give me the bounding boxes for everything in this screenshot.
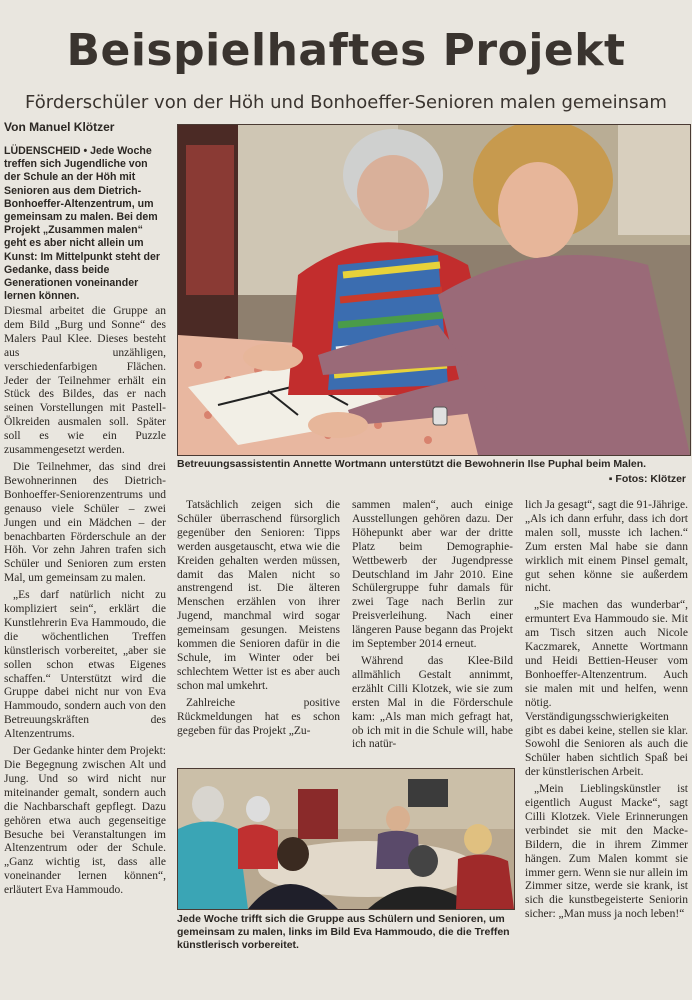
column-1	[4, 305, 166, 901]
column-1-paragraph: Die Teilnehmer, das sind drei Bewohnerinnen des Dietrich-Bonhoeffer-Seniorenzentrums und genauso viele Schüler – zwei Jungen und ein Mädchen – der benachbarten Förderschule an der Höh. Vor zehn Jahren trafen sich Schüler und Senioren zum ersten Mal, um gemeinsam zu malen.	[4, 460, 166, 585]
main-photo-caption: Betreuungsassistentin Annette Wortmann unterstützt die Bewohnerin Ilse Puphal beim Malen.	[177, 458, 647, 470]
column-2-paragraph: Tatsächlich zeigen sich die Schüler überraschend fürsorglich gegenüber den Senioren: Tipps werden ausgetauscht, etwa wie die Kreiden gehalten werden müssen, damit das Malen nicht so anstrengend ist. Die älteren Menschen erzählen von ihrer Jugend, manchmal wird sogar gemeinsam gesungen. Meistens kommen die Senioren dafür in die Schule, im Winter oder bei schlechtem Wetter ist es aber auch schon mal umkehrt.	[177, 499, 340, 692]
intro-paragraph: LÜDENSCHEID • Jede Woche treffen sich Jugendliche von der Schule an der Höh mit Senioren aus dem Dietrich-Bonhoeffer-Altenzentrum, um gemeinsam zu malen. Bei dem Projekt „Zusammen malen“ geht es aber nicht allein um Kunst: Im Mittelpunkt steht der Gedanke, dass beide Generationen voneinander lernen können.	[4, 145, 160, 303]
column-4-paragraph: „Mein Lieblingskünstler ist eigentlich August Macke“, sagt Cilli Klotzek. Viele Erinnerungen verbindet sie mit den Macke-Bildern, die in ihrem Zimmer hängen. Zum Malen kommt sie immer gern. Wenn sie nur allein im Zimmer sitze, werde sie krank, ist sich die kunstbegeisterte Seniorin sicher: „Man muss ja noch leben!“	[525, 783, 688, 921]
column-4-paragraph: „Sie machen das wunderbar“, ermuntert Eva Hammoudo sie. Mit am Tisch sitzen auch Nicole Kaczmarek, Annette Wortmann und Heidi Bettien-Heuser vom Bonhoeffer-Altenzentrum. Auch sie malen mit und helfen, wenn nötig. Verständigungsschwierigkeiten gibt es dabei keine, stellen sie klar. Sowohl die Senioren als auch die Schüler haben sichtlich Spaß bei der künstlerischen Arbeit.	[525, 599, 688, 779]
column-1-paragraph: „Es darf natürlich nicht zu kompliziert sein“, erklärt die Kunstlehrerin Eva Hammoudo, die die wöchentlichen Treffen künstlerisch vorbereitet, „aber sie sollen schon etwas Eigenes schaffen.“ Unterstützt wird die Gruppe dabei nicht nur von Eva Hammoudo, sondern auch von den Betreuungskräften des Altenzentrums.	[4, 589, 166, 741]
byline: Von Manuel Klötzer	[4, 120, 115, 134]
photo-credit: ▪ Fotos: Klötzer	[608, 473, 686, 485]
column-3-paragraph: sammen malen“, auch einige Ausstellungen gehören dazu. Der Höhepunkt aber war der dritte Platz beim Demographie-Wettbewerb der Jugendpresse Deutschland im Jahr 2010. Eine Schülergruppe fuhr damals für zwei Tage nach Berlin zur Preisverleihung. Nach einer längeren Pause begann das Projekt im September 2014 erneut.	[352, 499, 513, 651]
main-photo-illustration	[178, 125, 690, 455]
column-3-paragraph: Während das Klee-Bild allmählich Gestalt annimmt, erzählt Cilli Klotzek, wie sie zum ersten Mal in die Förderschule kam: „Als man mich gefragt hat, ob ich mit in die Schule will, habe ich natür-	[352, 654, 513, 751]
column-2	[177, 499, 340, 741]
group-photo-illustration	[178, 769, 514, 909]
column-1-paragraph: Diesmal arbeitet die Gruppe an dem Bild „Burg und Sonne“ des Malers Paul Klee. Dieses besteht aus unzähligen, verschiedenfarbigen Flächen. Jeder der Teilnehmer erhält ein Stück des Bildes, das er nach seinen Vorstellungen mit Pastell-Ölkreiden ausmalen soll. Später soll es wie ein Puzzle zusammengesetzt werden.	[4, 305, 166, 457]
subheadline: Förderschüler von der Höh und Bonhoeffer-Senioren malen gemeinsam	[25, 92, 667, 113]
column-3	[352, 499, 513, 755]
column-2-paragraph: Zahlreiche positive Rückmeldungen hat es schon gegeben für das Projekt „Zu-	[177, 696, 340, 737]
headline: Beispielhaftes Projekt	[66, 25, 626, 76]
group-photo-caption: Jede Woche trifft sich die Gruppe aus Schülern und Senioren, um gemeinsam zu malen, links im Bild Eva Hammoudo, die die Treffen künstlerisch vorbereitet.	[177, 913, 510, 951]
column-1-paragraph: Der Gedanke hinter dem Projekt: Die Begegnung zwischen Alt und Jung. Und so wird nicht nur miteinander gemalt, sondern auch die Nachbarschaft gepflegt. Dazu gehören etwa auch gegenseitige Besuche bei Veranstaltungen im Altenzentrum oder der Schule. „Ganz wichtig ist, dass alle voneinander lernen können“, erläutert Eva Hammoudo.	[4, 745, 166, 897]
group-photo	[177, 768, 515, 910]
column-4-paragraph: lich Ja gesagt“, sagt die 91-Jährige. „Als ich dann erfuhr, dass ich dort malen soll, musste ich lachen.“ Zum ersten Mal habe sie dann wirklich mit einem Pinsel gemalt, gut sehen könne sie außerdem nicht.	[525, 499, 688, 595]
main-photo	[177, 124, 691, 456]
column-4	[525, 499, 688, 925]
